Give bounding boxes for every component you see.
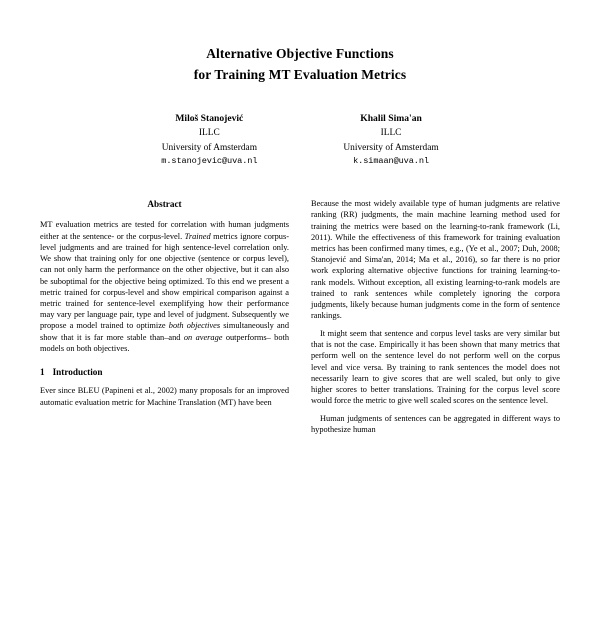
author-affiliation-institute: ILLC bbox=[198, 128, 220, 139]
section-heading-introduction bbox=[40, 366, 289, 378]
author-affiliation-university: University of Amsterdam bbox=[161, 142, 257, 153]
abstract-text-1: MT evaluation metrics are tested for correlation with human judgments either at the sentence- or the corpus-level. bbox=[40, 220, 289, 241]
right-column bbox=[311, 198, 560, 442]
body-columns bbox=[0, 198, 600, 442]
section-number: 1 bbox=[40, 367, 45, 378]
page-title bbox=[0, 44, 600, 86]
right-paragraph-3: Human judgments of sentences can be aggregated in different ways to hypothesize human bbox=[311, 414, 560, 435]
author-name: Khalil Sima'an bbox=[360, 112, 422, 124]
author-email[interactable]: m.stanojevic@uva.nl bbox=[161, 156, 258, 167]
author-name: Miloš Stanojević bbox=[175, 112, 244, 124]
intro-paragraph: Ever since BLEU (Papineni et al., 2002) many proposals for an improved automatic evaluation metric for Machine Translation (MT) have been bbox=[40, 386, 289, 407]
abstract-text-3: simultaneously and show that it is far more stable than–and bbox=[40, 321, 290, 342]
author-block-2 bbox=[343, 112, 438, 168]
author-list bbox=[0, 112, 600, 168]
author-affiliation-institute: ILLC bbox=[380, 128, 402, 139]
section-title: Introduction bbox=[52, 367, 103, 378]
right-paragraph-2: It might seem that sentence and corpus level tasks are very similar but that is not the case. Empirically it has been shown that many metrics that perform well on the sentence level do not perform well on the corpus level and vice versa. By training to rank sentences the model does not necessarily learn to give scores that are well scaled, but only to give higher scores to better translations. Training for the corpus level score would force the metric to give well scaled scores on the sentence level. bbox=[311, 328, 560, 406]
abstract-text-2: metrics ignore corpus-level judgments and are trained for high sentence-level correlation only. We show that training only for one objective (sentence or corpus level), can not only harm the performance on the other objective, but it can also be suboptimal for the objective being optimized. To this end we present a metric trained for corpus-level and show empirical comparison against a metric trained for sentence-level exemplifying how their performance may vary per language pair, type and level of judgment. Subsequently we propose a model trained to optimize bbox=[40, 231, 290, 331]
paper-page bbox=[0, 44, 600, 644]
abstract-heading: Abstract bbox=[147, 199, 182, 210]
abstract-italic-3: on average bbox=[183, 332, 223, 342]
abstract-italic-2: both objectives bbox=[168, 321, 221, 331]
right-paragraph-1: Because the most widely available type of human judgments are relative ranking (RR) judgments, the main machine learning method used for training the metrics were based on the learning-to-rank framework (Li, 2011). While the effectiveness of this framework for training evaluation metrics has been confirmed many times, e.g., (Ye et al., 2007; Duh, 2008; Stanojević and Sima'an, 2014; Ma et al., 2016), so far there is no prior work exploring alternative objective functions for training learning-to-rank models. Without exception, all existing learning-to-rank models are trained to rank sentences while completely ignoring the corpora judgments, likely because human judgments come in the form of sentence rankings. bbox=[311, 199, 560, 321]
title-line-2: for Training MT Evaluation Metrics bbox=[193, 66, 407, 82]
title-line-1: Alternative Objective Functions bbox=[206, 46, 394, 61]
author-email[interactable]: k.simaan@uva.nl bbox=[353, 156, 429, 167]
abstract-text-4: outperforms– both models on both objectives. bbox=[40, 332, 290, 353]
author-block-1 bbox=[161, 112, 257, 168]
abstract-paragraph bbox=[40, 219, 289, 354]
left-column bbox=[40, 198, 289, 442]
title-block bbox=[0, 44, 600, 168]
author-affiliation-university: University of Amsterdam bbox=[343, 142, 439, 153]
abstract-italic-1: Trained bbox=[184, 231, 211, 241]
